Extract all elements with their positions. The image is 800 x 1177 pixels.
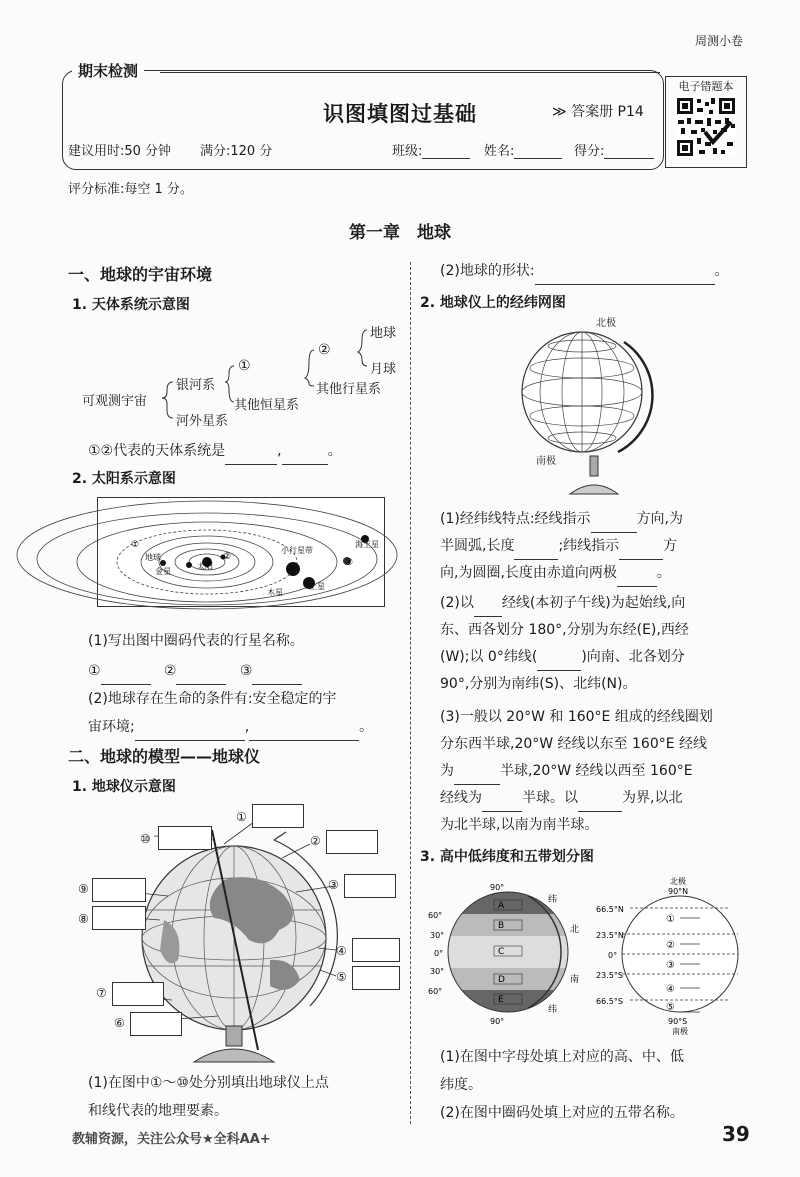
score-field[interactable] [574, 140, 654, 159]
qr-title: 电子错题本 [678, 80, 734, 93]
footer-promo: 教辅资源，关注公众号★全科AA+ [72, 1132, 271, 1147]
celestial-system-tree [72, 318, 402, 430]
side-north: 北 [570, 925, 580, 935]
q2-part1: (1)写出图中圈码代表的行星名称。 [88, 633, 304, 649]
graticule-globe [520, 312, 650, 496]
score-label: 得分: [574, 144, 605, 159]
globe-label-2: ② [310, 834, 321, 848]
letter-d: D [498, 975, 505, 985]
solar-venus-label: 金星 [155, 567, 171, 576]
lat-23s: 23.5°S [596, 971, 623, 980]
name-label: 姓名: [484, 144, 515, 159]
zone-1: ① [666, 914, 675, 925]
section-2-heading: 二、地球的模型——地球仪 [68, 747, 261, 766]
globe-label-7: ⑦ [96, 986, 107, 1000]
north-pole-top: 北极 [670, 877, 686, 886]
tree-earth: 地球 [370, 326, 397, 341]
column-divider [410, 262, 411, 1124]
name-field[interactable] [484, 140, 562, 159]
suggested-time: 建议用时:50 分钟 [68, 144, 172, 159]
globe-box-1[interactable] [252, 804, 304, 828]
q1-title: 1. 天体系统示意图 [72, 297, 190, 313]
north-pole-label: 北极 [596, 318, 616, 329]
solar-earth-label: 地球 [145, 553, 161, 562]
solar-system-diagram [97, 497, 385, 607]
lat-90s-right: 90°S [668, 1017, 688, 1026]
letter-a: A [498, 901, 505, 911]
globe-label-8: ⑧ [78, 912, 89, 926]
tree-other-planets: 其他行星系 [316, 382, 382, 397]
q2-part2-line2[interactable]: 宙环境; , 。 [88, 714, 373, 741]
lat-60n: 60° [428, 911, 443, 920]
q4-part1[interactable]: (1)经纬线特点:经线指示 方向,为 半圆弧,长度 ;纬线指示 方 向,为圆圈,长度由赤道向两极 。 [440, 506, 752, 587]
solar-circle-2: ② [223, 552, 232, 562]
globe-label-5: ⑤ [336, 970, 347, 984]
globe-box-8[interactable] [92, 906, 146, 930]
globe-label-6: ⑥ [114, 1016, 125, 1030]
letter-c: C [498, 947, 505, 957]
q5-part2: (2)在图中圈码处填上对应的五带名称。 [440, 1105, 684, 1121]
q5-part1-line1: (1)在图中字母处填上对应的高、中、低 [440, 1049, 684, 1065]
globe-box-5[interactable] [352, 966, 400, 990]
tree-other-stars: 其他恒星系 [234, 398, 300, 413]
lat-0-right: 0° [608, 951, 618, 960]
q4-part3[interactable]: (3)一般以 20°W 和 160°E 组成的经线圈划 分东西半球,20°W 经线以东至 160°E 经线 为 半球,20°W 经线以西至 160°E 经线为 半球。以 为界,以北 为北半球,以南为南半球。 [440, 709, 713, 833]
zone-2: ② [666, 940, 675, 951]
header-tag: 期末检测 [72, 60, 144, 81]
planet-2: ② [163, 663, 177, 679]
letter-b: B [498, 921, 505, 931]
q3-title: 1. 地球仪示意图 [72, 779, 176, 795]
south-pole-bottom: 南极 [672, 1027, 688, 1036]
lat-0: 0° [434, 949, 444, 958]
solar-circle-1: ① [131, 540, 140, 550]
solar-saturn-label: 土星 [309, 582, 325, 591]
solar-asteroid-label: 小行星带 [281, 546, 313, 555]
globe-box-3[interactable] [344, 874, 396, 898]
globe-label-9: ⑨ [78, 882, 89, 896]
scoring-standard: 评分标准:每空 1 分。 [68, 182, 193, 197]
lat-90n-right: 90°N [668, 887, 689, 896]
solar-jupiter-label: 木星 [267, 588, 283, 597]
section-1-heading: 一、地球的宇宙环境 [68, 265, 213, 284]
globe-diagram [74, 800, 404, 1062]
planet-3: ③ [239, 663, 253, 679]
south-pole-label: 南极 [536, 456, 556, 467]
latitude-zones-diagram [428, 872, 578, 1032]
qr-code-icon[interactable] [675, 96, 737, 158]
globe-label-4: ④ [336, 944, 347, 958]
solar-neptune-label: 海王星 [355, 540, 379, 549]
side-wei-top: 纬 [548, 895, 558, 905]
zone-5: ⑤ [666, 1002, 675, 1013]
q2-part2-text: 宙环境; [88, 719, 135, 735]
lat-90s: 90° [490, 1017, 505, 1026]
q3-part1-line1: (1)在图中①～⑩处分别填出地球仪上点 [88, 1075, 329, 1091]
tree-brackets [72, 318, 402, 430]
globe-box-9[interactable] [92, 878, 146, 902]
q5-part1-line2: 纬度。 [440, 1077, 482, 1093]
globe-label-10: ⑩ [140, 832, 151, 846]
q4-title: 2. 地球仪上的经纬网图 [420, 295, 566, 311]
q5-title: 3. 高中低纬度和五带划分图 [420, 849, 594, 865]
total-score: 满分:120 分 [200, 144, 273, 159]
lat-30n: 30° [430, 931, 445, 940]
tree-moon: 月球 [370, 362, 397, 377]
q1-question[interactable]: ①②代表的天体系统是 , 。 [88, 438, 342, 465]
solar-sun-label: 太阳 [197, 562, 213, 571]
tree-circle-2: ② [318, 342, 331, 358]
tree-galaxy: 银河系 [176, 378, 216, 393]
side-south: 南 [570, 975, 580, 985]
lat-66s: 66.5°S [596, 997, 623, 1006]
zone-3: ③ [666, 960, 675, 971]
globe-box-10[interactable] [158, 826, 212, 850]
solar-circle-4: ④ [345, 558, 354, 568]
class-field[interactable] [392, 140, 470, 159]
letter-e: E [498, 995, 504, 1005]
planet-1: ① [88, 663, 101, 679]
page-number: 39 [722, 1122, 750, 1146]
globe-box-7[interactable] [112, 982, 164, 1006]
globe-box-6[interactable] [130, 1012, 182, 1036]
class-label: 班级: [392, 144, 423, 159]
q4-part2[interactable]: (2)以 经线(本初子午线)为起始线,向 东、西各划分 180°,分别为东经(E),西经 (W);以 0°纬线( )向南、北各划分 90°,分别为南纬(S)、北纬(N)。 [440, 595, 689, 692]
earth-shape-text: (2)地球的形状: [440, 263, 535, 279]
earth-shape-question[interactable]: (2)地球的形状: 。 [440, 258, 729, 285]
globe-label-3: ③ [328, 878, 339, 892]
page-title: 识图填图过基础 [323, 102, 477, 126]
tree-root: 可观测宇宙 [82, 394, 148, 409]
solar-circle-3: ③ [287, 564, 296, 574]
side-wei-bottom: 纬 [548, 1005, 558, 1015]
globe-label-1: ① [236, 810, 247, 824]
q1-question-text: ①②代表的天体系统是 [88, 443, 226, 459]
lat-60s: 60° [428, 987, 443, 996]
globe-box-2[interactable] [326, 830, 378, 854]
chapter-title: 第一章 地球 [349, 223, 451, 243]
q3-part1-line2: 和线代表的地理要素。 [88, 1103, 228, 1119]
header-rule [160, 72, 660, 73]
globe-box-4[interactable] [352, 938, 400, 962]
zone-4: ④ [666, 984, 675, 995]
corner-label: 周测小卷 [695, 34, 744, 48]
lat-66n: 66.5°N [596, 905, 624, 914]
lat-90n: 90° [490, 883, 505, 892]
q2-part2-line1: (2)地球存在生命的条件有:安全稳定的宇 [88, 691, 337, 707]
q2-part1-answers[interactable] [88, 658, 302, 685]
lat-30s: 30° [430, 967, 445, 976]
tree-circle-1: ① [238, 358, 251, 374]
lat-23n: 23.5°N [596, 931, 624, 940]
tree-extragalactic: 河外星系 [176, 414, 229, 429]
q2-title: 2. 太阳系示意图 [72, 471, 176, 487]
answer-reference: ≫ 答案册 P14 [552, 104, 644, 120]
five-zones-diagram [596, 872, 756, 1036]
